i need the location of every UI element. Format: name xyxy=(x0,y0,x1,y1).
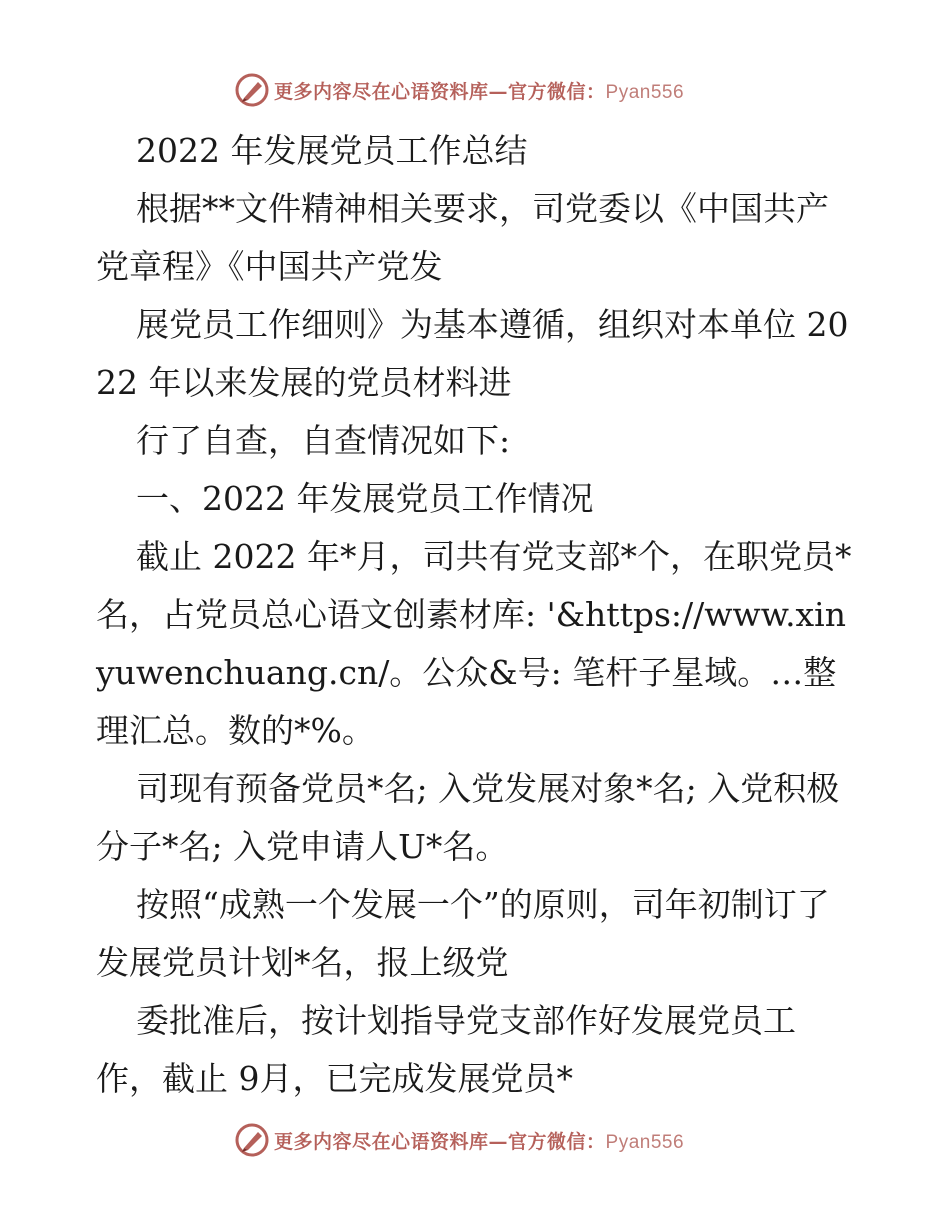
paragraph: 行了自查，自查情况如下: xyxy=(136,421,511,460)
paragraph: 展党员工作细则》为基本遵循，组织对本单位 2022 年以来发展的党员材料进 xyxy=(96,305,849,402)
paragraph: 按照“成熟一个发展一个”的原则，司年初制订了发展党员计划*名，报上级党 xyxy=(96,885,830,982)
header-watermark-banner xyxy=(234,70,714,110)
document-body xyxy=(96,122,856,1108)
pen-logo-icon xyxy=(234,1122,270,1158)
document-title: 2022 年发展党员工作总结 xyxy=(136,131,528,170)
paragraph: 委批准后，按计划指导党支部作好发展党员工作，截止 9月，已完成发展党员* xyxy=(96,1001,796,1098)
footer-watermark-banner xyxy=(234,1120,714,1160)
banner-text: 更多内容尽在心语资料库—官方微信： xyxy=(274,1130,606,1153)
banner-contact: Pyan556 xyxy=(605,1131,685,1153)
banner-text: 更多内容尽在心语资料库—官方微信： xyxy=(274,80,606,103)
pen-logo-icon xyxy=(234,72,270,108)
banner-contact: Pyan556 xyxy=(605,81,685,103)
paragraph: 司现有预备党员*名; 入党发展对象*名; 入党积极分子*名; 入党申请人U*名。 xyxy=(96,769,840,866)
paragraph: 根据**文件精神相关要求，司党委以《中国共产党章程》《中国共产党发 xyxy=(96,189,829,286)
paragraph: 截止 2022 年*月，司共有党支部*个，在职党员*名，占党员总心语文创素材库: '&https://www.xinyuwenchuang.cn/。公众&号: 笔杆子星域。…整理汇总。数的*%。 xyxy=(96,537,852,750)
section-heading: 一、2022 年发展党员工作情况 xyxy=(136,479,594,518)
